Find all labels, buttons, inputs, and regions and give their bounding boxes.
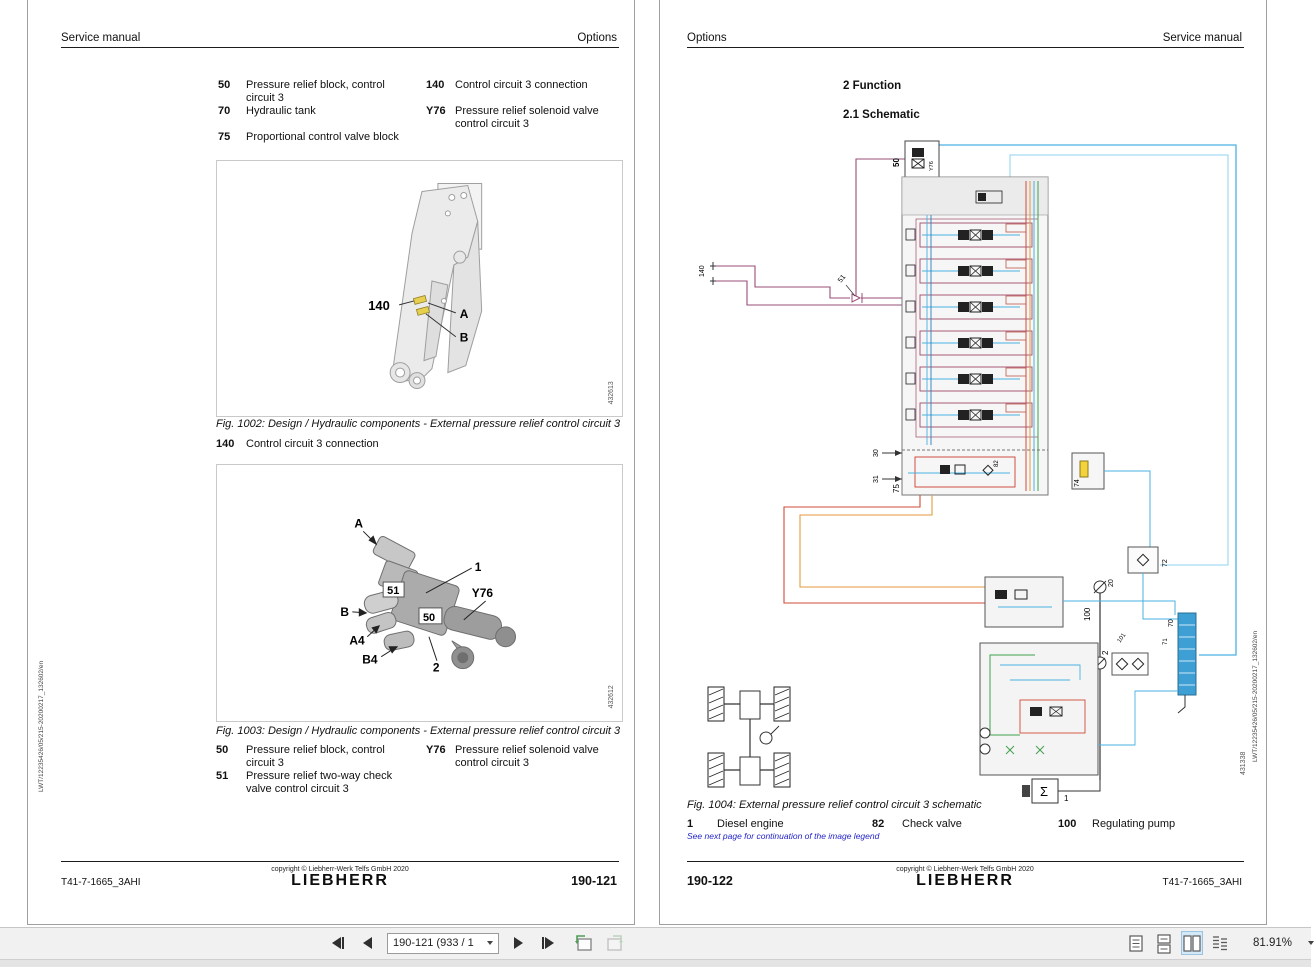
continuous-view-button[interactable] <box>1153 931 1175 955</box>
figure-1003 <box>216 464 623 722</box>
footer-brand-block <box>845 866 1085 888</box>
callout-A: A <box>459 306 469 321</box>
hydraulic-schematic <box>680 135 1250 803</box>
copyright-line: copyright © Liebherr-Werk Telfs GmbH 2020 <box>896 866 1034 873</box>
footer-brand-block <box>220 866 460 888</box>
legend-item: 50 Pressure relief block, control circuit 3 <box>216 744 385 769</box>
label-71: 71 <box>1163 638 1169 645</box>
right-header-right: Service manual <box>1162 32 1242 44</box>
figure-1002 <box>216 160 623 417</box>
two-page-continuous-view-button[interactable] <box>1209 931 1231 955</box>
image-id: 431338 <box>1240 751 1247 775</box>
document-id: T41-7-1665_3AHI <box>61 877 141 888</box>
engine-sigma: Σ <box>1040 784 1049 799</box>
page-number: 190-122 <box>687 874 733 888</box>
legend-item: 1 Diesel engine <box>687 818 784 830</box>
two-page-continuous-view-icon <box>1211 934 1229 953</box>
single-page-view-icon <box>1128 934 1144 953</box>
valve-block-illustration <box>217 465 620 719</box>
next-page-icon <box>511 936 525 950</box>
label-74: 74 <box>1074 479 1081 487</box>
page-number: 190-121 <box>571 874 617 888</box>
next-view-icon <box>604 934 624 952</box>
zoom-level[interactable]: 81.91% <box>1253 937 1293 949</box>
legend-continuation-note: See next page for continuation of the image legend <box>687 831 880 841</box>
label-2: 2 <box>1101 650 1110 655</box>
viewer-toolbar <box>0 927 1311 959</box>
callout-B4: B4 <box>362 652 378 667</box>
label-50: 50 <box>892 158 901 167</box>
print-watermark: LWT/12235426/05/215-20200217_132602/en <box>1252 630 1259 762</box>
left-header-left: Service manual <box>61 32 141 44</box>
label-75: 75 <box>892 484 901 493</box>
label-20: 20 <box>1108 579 1115 587</box>
callout-2: 2 <box>432 660 440 675</box>
label-51: 51 <box>837 273 848 285</box>
loader-arm-illustration <box>217 161 620 414</box>
callout-A4: A4 <box>349 633 365 648</box>
last-page-icon <box>540 936 556 950</box>
page-dropdown-caret-icon <box>487 941 493 945</box>
previous-view-icon <box>574 934 594 952</box>
label-30: 30 <box>873 449 880 457</box>
legend-item: 75 Proportional control valve block <box>218 131 399 143</box>
print-watermark: LWT/12235426/05/215-20200217_132602/en <box>38 660 45 792</box>
page-navigation <box>327 932 625 954</box>
page-number-field: 190-121 (933 / 1 <box>393 937 474 949</box>
figure-1003-caption: Fig. 1003: Design / Hydraulic components - External pressure relief control circuit 3 <box>216 725 621 737</box>
image-id: 432613 <box>608 381 616 405</box>
first-page-icon <box>330 936 346 950</box>
liebherr-logo: LIEBHERR <box>291 872 389 889</box>
figure-1002-caption: Fig. 1002: Design / Hydraulic components - External pressure relief control circuit 3 <box>216 418 621 430</box>
next-page-button[interactable] <box>507 932 529 954</box>
view-mode-controls <box>1125 931 1314 955</box>
two-page-view-icon <box>1183 934 1201 953</box>
callout-A: A <box>354 516 363 531</box>
legend-item: 100 Regulating pump <box>1058 818 1176 830</box>
legend-item: 140 Control circuit 3 connection <box>426 79 588 91</box>
liebherr-logo: LIEBHERR <box>916 872 1014 889</box>
legend-item: 51 Pressure relief two-way check valve control circuit 3 <box>216 770 393 795</box>
single-page-view-button[interactable] <box>1125 931 1147 955</box>
copyright-line: copyright © Liebherr-Werk Telfs GmbH 2020 <box>271 866 409 873</box>
callout-1: 1 <box>474 560 482 575</box>
right-page <box>659 0 1267 925</box>
previous-view-button[interactable] <box>573 932 595 954</box>
last-page-button[interactable] <box>537 932 559 954</box>
label-70: 70 <box>1168 619 1175 627</box>
figure-1004-caption: Fig. 1004: External pressure relief control circuit 3 schematic <box>687 799 982 811</box>
page-number-dropdown[interactable] <box>387 933 499 954</box>
previous-page-button[interactable] <box>357 932 379 954</box>
window-bottom-edge <box>0 959 1311 967</box>
tag-50: 50 <box>422 611 436 624</box>
next-view-button[interactable] <box>603 932 625 954</box>
legend-item: 82 Check valve <box>872 818 962 830</box>
continuous-view-icon <box>1156 934 1172 953</box>
callout-Y76: Y76 <box>471 585 493 600</box>
legend-item: Y76 Pressure relief solenoid valve control circuit 3 <box>426 105 599 130</box>
callout-B: B <box>340 604 350 619</box>
legend-item: 140 Control circuit 3 connection <box>216 438 379 450</box>
label-1: 1 <box>1064 794 1069 803</box>
first-page-button[interactable] <box>327 932 349 954</box>
section-heading: 2 Function <box>843 80 902 92</box>
previous-page-icon <box>361 936 375 950</box>
label-31: 31 <box>873 475 880 483</box>
left-header-rule <box>61 47 619 48</box>
right-footer-rule <box>687 861 1244 862</box>
label-140: 140 <box>699 265 706 277</box>
two-page-view-button[interactable] <box>1181 931 1203 955</box>
right-header-left: Options <box>687 32 727 44</box>
image-id: 432612 <box>608 685 616 709</box>
legend-item: 70 Hydraulic tank <box>218 105 316 117</box>
document-id: T41-7-1665_3AHI <box>1162 877 1242 888</box>
legend-item: 50 Pressure relief block, control circuit 3 <box>218 79 385 104</box>
subsection-heading: 2.1 Schematic <box>843 109 920 121</box>
tag-51: 51 <box>387 584 400 597</box>
callout-B: B <box>459 330 469 345</box>
left-page <box>27 0 635 925</box>
callout-140: 140 <box>368 297 390 313</box>
label-100: 100 <box>1083 607 1092 621</box>
left-footer-rule <box>61 861 619 862</box>
label-101: 101 <box>1116 632 1128 645</box>
zoom-dropdown-caret-icon[interactable] <box>1308 941 1314 945</box>
right-header-rule <box>687 47 1244 48</box>
label-82: 82 <box>994 460 1000 467</box>
label-Y76: Y76 <box>929 161 935 171</box>
label-72: 72 <box>1162 559 1169 567</box>
left-header-right: Options <box>577 32 617 44</box>
legend-item: Y76 Pressure relief solenoid valve control circuit 3 <box>426 744 599 769</box>
